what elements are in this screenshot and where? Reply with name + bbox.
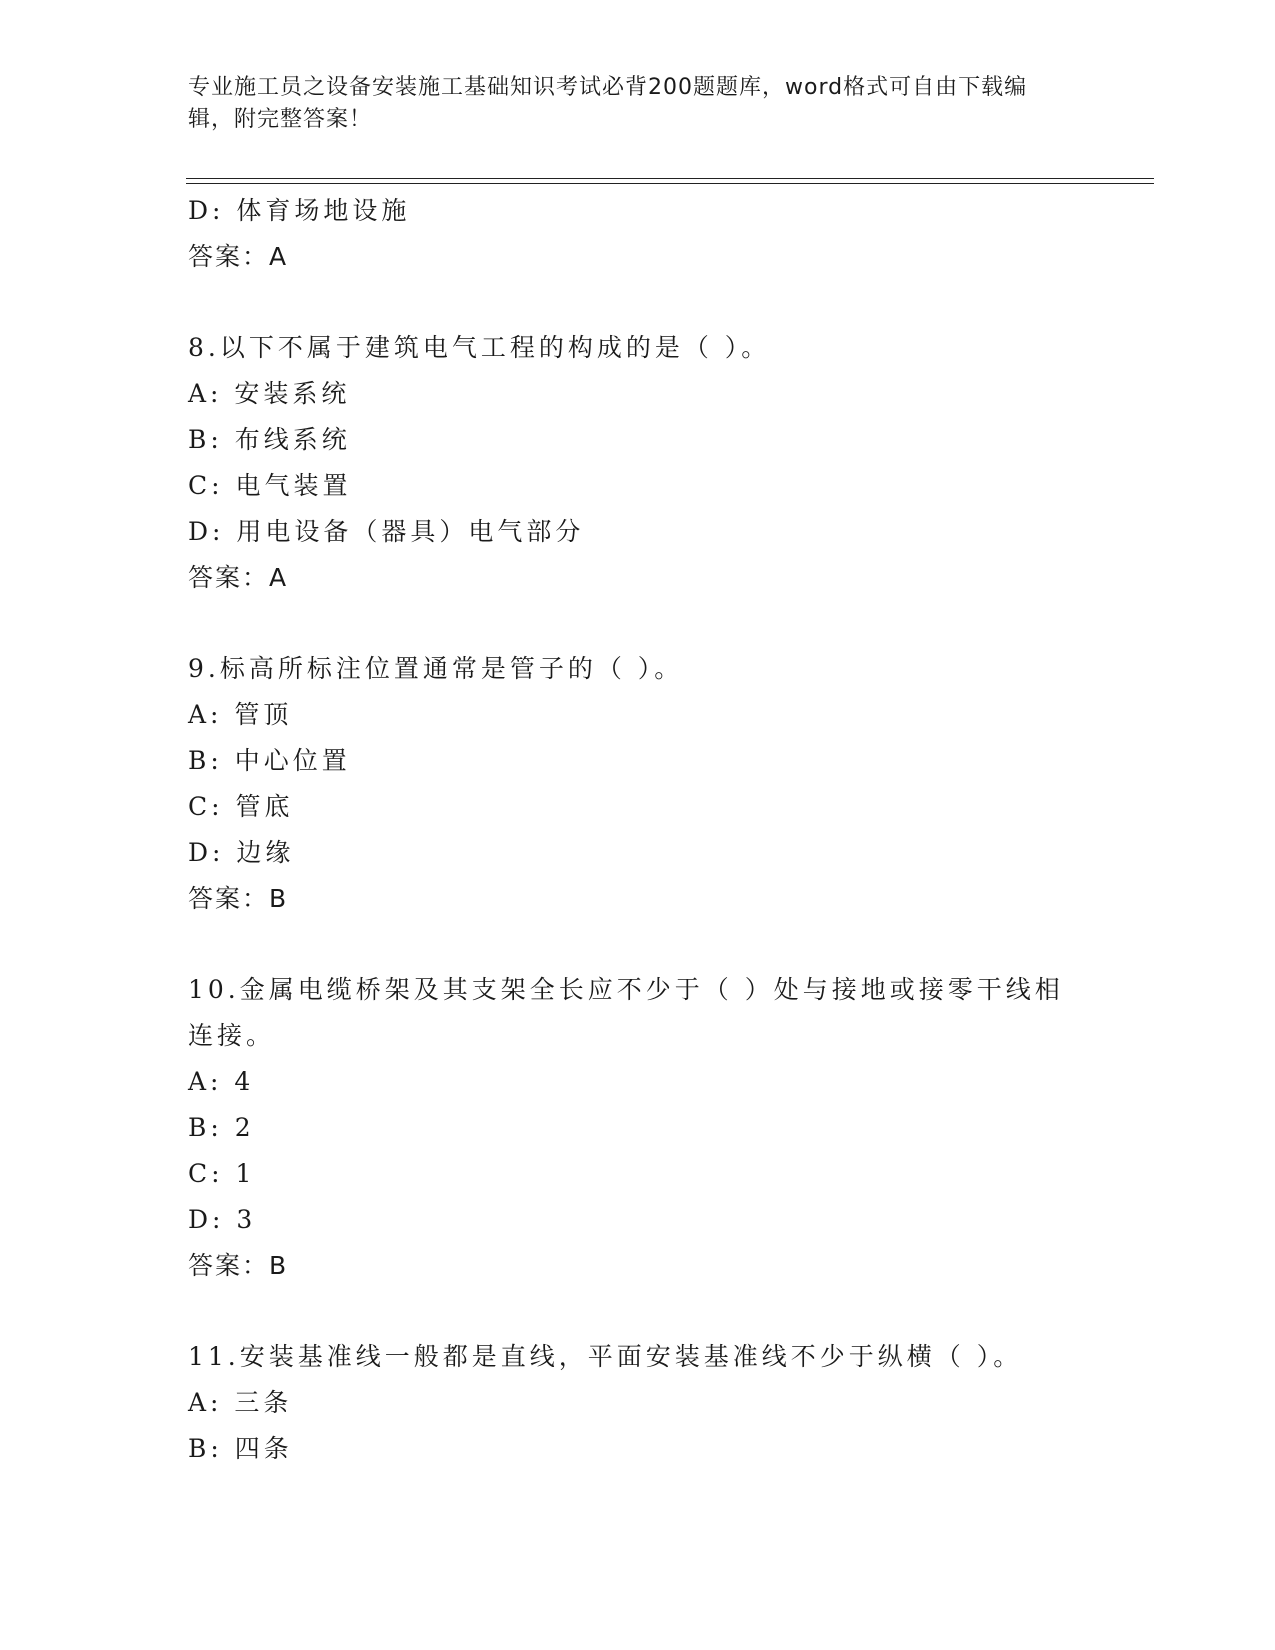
answer: 答案：B bbox=[188, 1251, 289, 1280]
option-d: D: 边缘 bbox=[188, 838, 295, 867]
option-a: A: 三条 bbox=[188, 1388, 293, 1417]
question-list bbox=[188, 188, 1088, 1472]
option-b: B: 布线系统 bbox=[188, 425, 351, 454]
option-a: A: 4 bbox=[188, 1067, 255, 1096]
question-text: 9.标高所标注位置通常是管子的（ ）。 bbox=[188, 654, 684, 683]
answer: 答案：A bbox=[188, 563, 289, 592]
spacer bbox=[188, 280, 1088, 325]
option-c: C: 管底 bbox=[188, 792, 294, 821]
header-rule-top bbox=[186, 178, 1154, 179]
option-c: C: 1 bbox=[188, 1159, 256, 1188]
option-d: D: 3 bbox=[188, 1205, 257, 1234]
option-b: B: 四条 bbox=[188, 1434, 293, 1463]
header-rule-bottom bbox=[186, 183, 1154, 184]
spacer bbox=[188, 601, 1088, 646]
answer: 答案：B bbox=[188, 884, 289, 913]
question-11 bbox=[188, 1334, 1088, 1472]
spacer bbox=[188, 1289, 1088, 1334]
question-8 bbox=[188, 325, 1088, 601]
option-a: A: 安装系统 bbox=[188, 379, 351, 408]
question-9 bbox=[188, 646, 1088, 922]
spacer bbox=[188, 922, 1088, 967]
option-c: C: 电气装置 bbox=[188, 471, 352, 500]
document-header: 专业施工员之设备安装施工基础知识考试必背200题题库，word格式可自由下载编辑，附完整答案！ bbox=[188, 75, 1028, 132]
question-text: 11.安装基准线一般都是直线，平面安装基准线不少于纵横（ ）。 bbox=[188, 1342, 1023, 1371]
question-10 bbox=[188, 967, 1088, 1289]
option-b: B: 2 bbox=[188, 1113, 255, 1142]
option-b: B: 中心位置 bbox=[188, 746, 351, 775]
question-text: 10.金属电缆桥架及其支架全长应不少于（ ）处与接地或接零干线相连接。 bbox=[188, 975, 1064, 1050]
answer: 答案：A bbox=[188, 242, 289, 271]
option-d: D: 用电设备（器具）电气部分 bbox=[188, 517, 585, 546]
option-d: D: 体育场地设施 bbox=[188, 196, 411, 225]
option-a: A: 管顶 bbox=[188, 700, 293, 729]
question-text: 8.以下不属于建筑电气工程的构成的是（ ）。 bbox=[188, 333, 771, 362]
